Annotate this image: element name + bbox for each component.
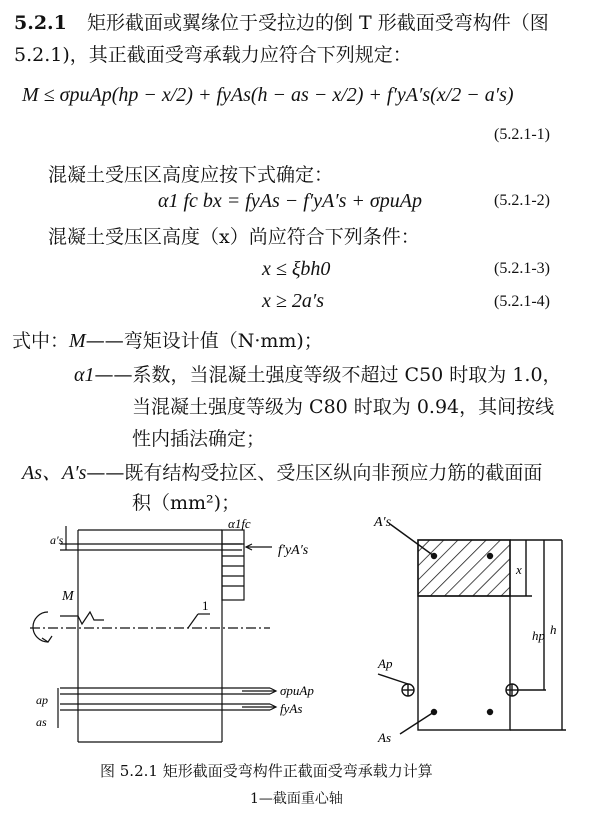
figure-caption: 图 5.2.1 矩形截面受弯构件正截面受弯承载力计算 (100, 762, 433, 780)
clause-text-1: 矩形截面或翼缘位于受拉边的倒 T 形截面受弯构件（图 (86, 12, 549, 34)
def-a1-line1: ——系数，当混凝土强度等级不超过 C50 时取为 1.0， (94, 364, 562, 386)
def-lead: 式中： (12, 330, 70, 352)
def-as-symbol: As、A′s (22, 462, 87, 484)
figure-note: 1—截面重心轴 (250, 791, 343, 807)
equation-4: x ≥ 2a′s (262, 290, 325, 312)
intro-eq3: 混凝土受压区高度（x）尚应符合下列条件： (48, 226, 420, 248)
equation-4-number: (5.2.1-4) (494, 293, 550, 310)
clause-line1 (14, 8, 549, 35)
label-a-s-prime-left: a′s (50, 533, 64, 547)
label-as-prime-right: A′s (374, 515, 392, 530)
def-m-text: ——弯矩设计值（N·mm)； (85, 330, 323, 352)
equation-2-number: (5.2.1-2) (494, 192, 550, 209)
clause-line2: 5.2.1)，其正截面受弯承载力应符合下列规定： (14, 44, 412, 66)
label-hp-right: hp (532, 628, 545, 643)
label-alpha-fc: α1fc (228, 516, 251, 531)
label-x-right: x (516, 562, 522, 577)
label-ap-left: ap (36, 693, 48, 707)
def-a1-symbol: α1 (74, 364, 95, 386)
equation-3: x ≤ ξbh0 (262, 258, 331, 280)
def-m-symbol: M (69, 330, 86, 352)
label-ap-right: Ap (378, 656, 393, 671)
label-fy-as-prime: f′yA′s (278, 543, 309, 558)
equation-1-number: (5.2.1-1) (494, 126, 550, 143)
label-axis-marker: 1 (202, 598, 209, 613)
def-as-line2: 积（mm²)； (132, 492, 241, 514)
label-as-right: As (378, 730, 391, 745)
intro-eq2: 混凝土受压区高度应按下式确定： (48, 164, 334, 186)
label-moment: M (62, 589, 74, 604)
clause-number: 5.2.1 (14, 12, 67, 34)
equation-3-number: (5.2.1-3) (494, 260, 550, 277)
def-as-line1: ——既有结构受拉区、受压区纵向非预应力筋的截面面 (86, 462, 543, 484)
label-as-left: as (36, 715, 47, 729)
def-as (22, 456, 542, 485)
label-h-right: h (550, 622, 557, 637)
def-a1 (74, 360, 562, 387)
def-m (12, 326, 323, 353)
label-fy-as: fyAs (280, 701, 303, 716)
label-sigma-ap: σpuAp (280, 683, 314, 698)
equation-2: α1 fc bx = fyAs − f′yA′s + σpuAp (158, 190, 422, 212)
figure-right (350, 506, 590, 746)
def-a1-line3: 性内插法确定； (132, 428, 266, 450)
equation-1: M ≤ σpuAp(hp − x/2) + fyAs(h − as − x/2) + f′yA′s(x/2 − a′s) (22, 84, 514, 106)
def-a1-line2: 当混凝土强度等级为 C80 时取为 0.94，其间按线 (132, 396, 555, 418)
figure-left (20, 516, 330, 746)
